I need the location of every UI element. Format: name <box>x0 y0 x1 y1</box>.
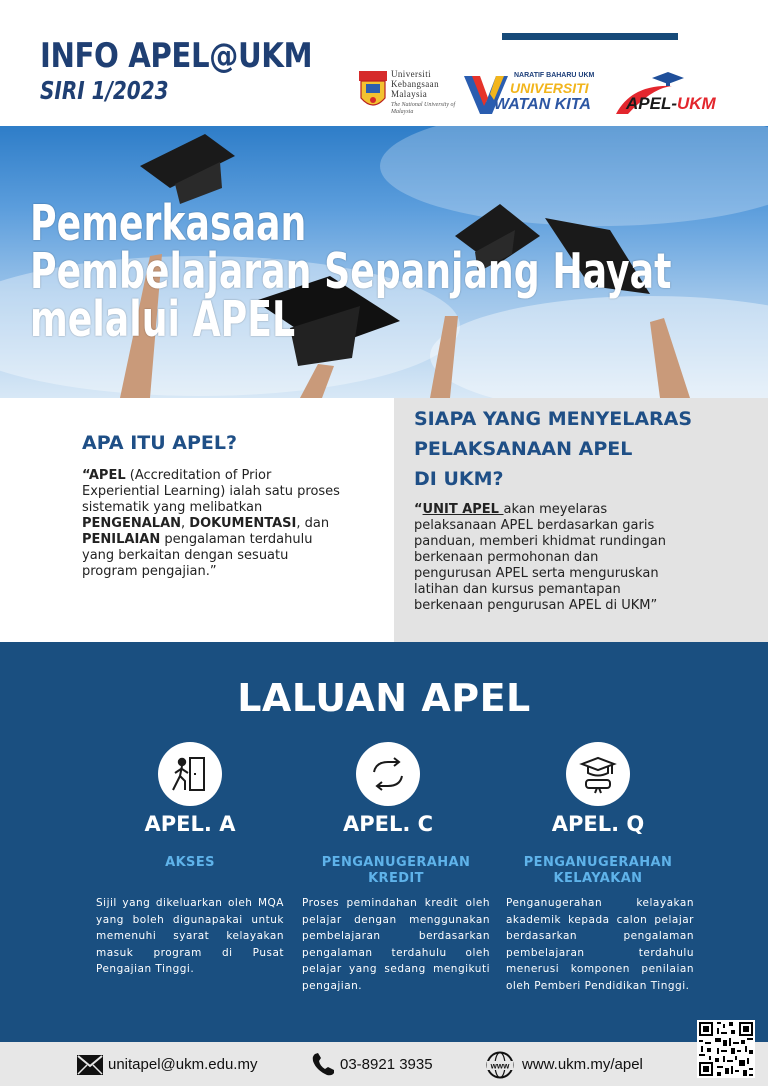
transfer-arrows-icon <box>356 742 420 806</box>
qr-code-icon <box>697 1020 755 1078</box>
apel-a-description: Sijil yang dikeluarkan oleh MQA yang boleh digunapakai untuk memenuhi syarat kelayakan masuk program di Pusat Pengajian Tinggi. <box>96 897 284 975</box>
apel-ukm-logo <box>612 70 716 120</box>
apa-itu-apel-panel <box>0 398 394 642</box>
footer-phone[interactable] <box>310 1052 450 1078</box>
siapa-heading-line: PELAKSANAAN APEL <box>414 438 633 460</box>
ukm-crest-icon <box>358 70 388 114</box>
apa-itu-heading: APA ITU APEL? <box>82 432 238 454</box>
term-apel: APEL <box>88 468 126 483</box>
person-door-icon <box>158 742 222 806</box>
hero-title-line: Pemerkasaan <box>30 195 307 252</box>
apel-q-heading: PENGANUGERAHAN KELAYAKAN <box>523 855 673 886</box>
siapa-heading-line: DI UKM? <box>414 468 504 490</box>
email-text[interactable]: unitapel@ukm.edu.my <box>108 1056 258 1073</box>
siapa-body <box>414 502 676 614</box>
page-title: INFO APEL@UKM <box>40 36 313 76</box>
globe-www-icon <box>486 1051 514 1079</box>
phone-text[interactable]: 03-8921 3935 <box>340 1056 433 1073</box>
website-text[interactable]: www.ukm.my/apel <box>522 1056 643 1073</box>
phone-icon <box>310 1052 336 1078</box>
body-text: akan meyelaras pelaksanaan APEL berdasarkan garis panduan, memberi khidmat rundingan berkenaan permohonan dan pengurusan APEL serta menguruskan latihan dan kursus pemantapan berkenaan pengurusan APEL di UKM” <box>414 502 666 613</box>
hero-title <box>30 195 750 348</box>
apel-c-description: Proses pemindahan kredit oleh pelajar dengan menggunakan pembelajaran berdasarkan pengalaman terdahulu oleh pelajar yang sedang mengikuti pengajian. <box>302 897 490 992</box>
term-dokumentasi: DOKUMENTASI <box>189 516 297 531</box>
header-accent-bar <box>502 33 678 40</box>
apel-a-code: APEL. A <box>144 812 236 836</box>
body-text: pengalaman terdahulu yang berkaitan dengan sesuatu program pengajian.” <box>82 532 313 579</box>
ukm-name-line: Kebangsaan <box>391 79 439 89</box>
ukm-tagline: The National University of Malaysia <box>391 102 456 115</box>
quote-open: “ <box>82 468 89 483</box>
unit-apel-link: UNIT APEL <box>422 502 504 517</box>
apel-logo-text <box>626 94 716 114</box>
siapa-menyelaras-panel <box>394 398 768 642</box>
qr-code[interactable] <box>697 1020 755 1078</box>
ukm-name-line: Universiti <box>391 69 431 79</box>
term-pengenalan: PENGENALAN <box>82 516 182 531</box>
apel-a-heading: AKSES <box>165 855 215 870</box>
hero-banner <box>0 126 768 398</box>
universiti-watan-kita-logo <box>462 70 608 118</box>
laluan-title: LALUAN APEL <box>237 676 531 720</box>
ukm-name-line: Malaysia <box>391 89 428 99</box>
body-text: , dan <box>296 516 330 531</box>
www-icon-text: www <box>490 1061 510 1071</box>
siapa-heading-line: SIAPA YANG MENYELARAS <box>414 408 693 430</box>
graduation-diploma-icon <box>566 742 630 806</box>
hero-title-line: Pembelajaran Sepanjang Hayat <box>30 243 672 300</box>
ukm-logo-text <box>391 69 439 99</box>
hero-title-line: melalui APEL <box>30 291 296 348</box>
uwk-universiti-text: UNIVERSITI <box>510 80 589 96</box>
series-label: SIRI 1/2023 <box>40 76 169 105</box>
apel-c-heading: PENGANUGERAHAN KREDIT <box>321 855 471 886</box>
apel-logo-ukm: UKM <box>677 94 716 113</box>
envelope-icon <box>76 1054 104 1076</box>
apel-logo-apel: APEL- <box>626 94 677 113</box>
uwk-naratif-text: NARATIF BAHARU UKM <box>514 72 595 79</box>
quote-open: “ <box>414 502 423 517</box>
uwk-watan-kita-text: WATAN KITA <box>494 96 591 113</box>
apel-c-code: APEL. C <box>342 812 434 836</box>
apel-q-code: APEL. Q <box>551 812 645 836</box>
apa-itu-body <box>82 468 344 580</box>
ukm-logo <box>358 68 458 118</box>
footer-website[interactable] <box>486 1052 666 1078</box>
body-text: , <box>181 516 190 531</box>
term-penilaian: PENILAIAN <box>82 532 161 547</box>
siapa-heading <box>414 404 692 494</box>
body-text: (Accreditation of Prior Experiential Learning) ialah satu proses sistematik yang melibatkan <box>82 468 340 515</box>
apel-q-description: Penganugerahan kelayakan akademik kepada calon pelajar berdasarkan pengalaman pembelajaran terdahulu menerusi komponen penilaian oleh Pemberi Pendidikan Tinggi. <box>506 897 694 992</box>
footer-email[interactable] <box>76 1052 276 1078</box>
